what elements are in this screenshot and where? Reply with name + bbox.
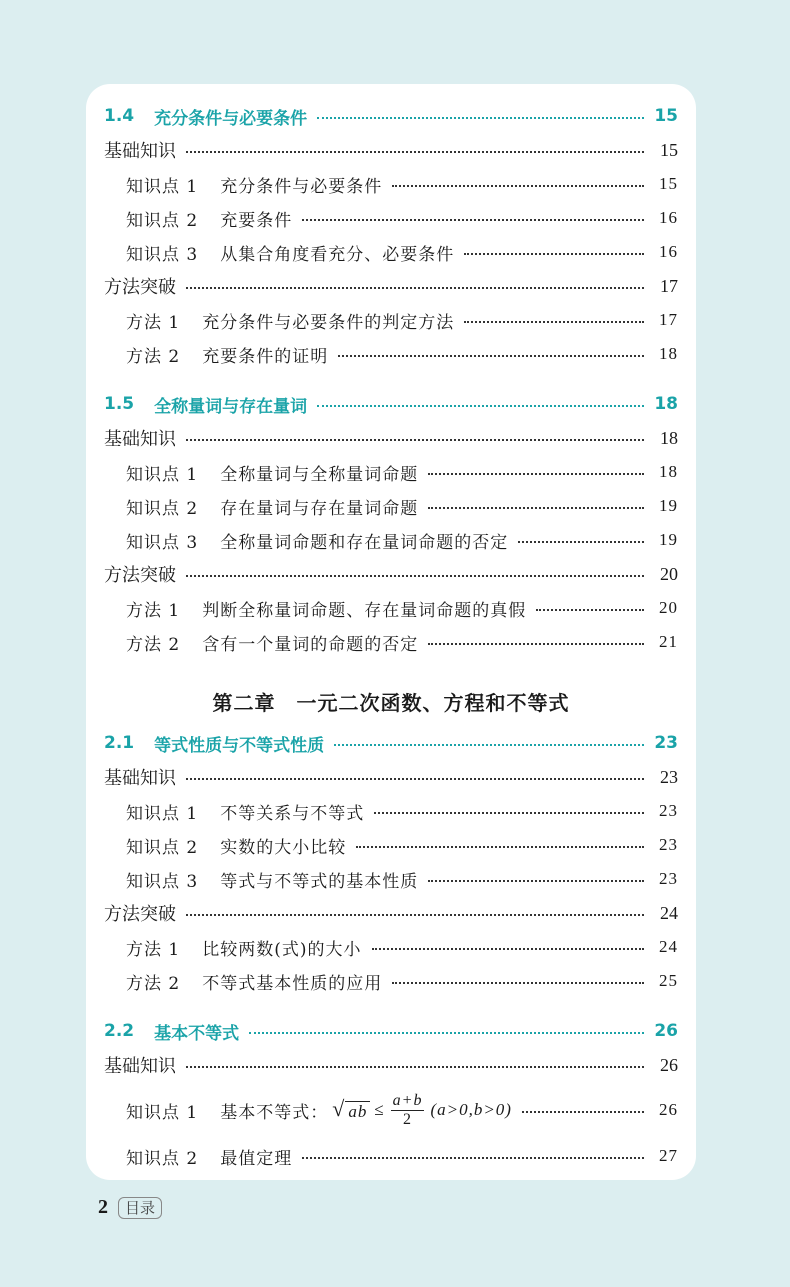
toc-label: 基础知识	[104, 768, 176, 789]
toc-page: 19	[659, 530, 678, 549]
toc-page: 26	[660, 1054, 678, 1075]
toc-item[interactable]	[126, 491, 678, 521]
toc-page: 24	[659, 937, 678, 956]
toc-label: 基本不等式	[154, 1023, 240, 1044]
toc-num: 1.5	[104, 394, 135, 414]
toc-card	[86, 84, 696, 1180]
toc-item[interactable]	[126, 1091, 678, 1129]
toc-label: 全称量词命题和存在量词命题的否定	[220, 532, 509, 553]
leader-dots	[522, 1111, 644, 1113]
toc-num: 知识点 3	[126, 871, 199, 892]
leader-dots	[428, 880, 644, 882]
toc-section-1-5[interactable]	[104, 389, 678, 419]
toc-label: 判断全称量词命题、存在量词命题的真假	[202, 600, 527, 621]
toc-page: 27	[659, 1146, 678, 1165]
toc-num: 方法 2	[126, 346, 181, 367]
toc-item[interactable]	[126, 593, 678, 623]
toc-label: 等式性质与不等式性质	[154, 735, 325, 756]
toc-heading[interactable]	[104, 762, 678, 792]
leader-dots	[186, 778, 644, 780]
toc-page: 18	[660, 427, 678, 448]
toc-label: 全称量词与全称量词命题	[220, 464, 419, 485]
toc-label: 从集合角度看充分、必要条件	[220, 244, 455, 265]
toc-num: 知识点 2	[126, 498, 199, 519]
toc-page: 15	[654, 106, 678, 126]
toc-label: 存在量词与存在量词命题	[220, 498, 419, 519]
toc-item[interactable]	[126, 305, 678, 335]
leader-dots	[186, 575, 644, 577]
toc-page: 15	[660, 139, 678, 160]
fraction	[391, 1092, 425, 1129]
page-number: 2	[98, 1196, 108, 1218]
leader-dots	[302, 219, 644, 221]
toc-page: 25	[659, 971, 678, 990]
toc-num: 方法 1	[126, 939, 181, 960]
toc-label: 基础知识	[104, 429, 176, 450]
toc-num: 知识点 1	[126, 1102, 199, 1123]
toc-num: 知识点 2	[126, 1148, 199, 1169]
toc-num: 知识点 1	[126, 176, 199, 197]
toc-page: 18	[659, 462, 678, 481]
basic-inequality-formula	[328, 1092, 512, 1129]
toc-page: 18	[654, 394, 678, 414]
toc-label: 最值定理	[220, 1148, 293, 1169]
toc-page: 23	[659, 801, 678, 820]
toc-page: 23	[654, 733, 678, 753]
leader-dots	[464, 253, 644, 255]
toc-label: 实数的大小比较	[220, 837, 347, 858]
toc-label: 基础知识	[104, 1056, 176, 1077]
leader-dots	[186, 439, 644, 441]
toc-heading[interactable]	[104, 423, 678, 453]
toc-label: 不等关系与不等式	[220, 803, 365, 824]
toc-page: 23	[659, 869, 678, 888]
toc-label: 比较两数(式)的大小	[202, 939, 362, 960]
toc-item[interactable]	[126, 203, 678, 233]
toc-item[interactable]	[126, 339, 678, 369]
toc-label: 充要条件的证明	[202, 346, 329, 367]
toc-page: 17	[660, 275, 678, 296]
toc-page: 18	[659, 344, 678, 363]
leader-dots	[186, 1066, 644, 1068]
toc-item[interactable]	[126, 1141, 678, 1171]
leader-dots	[428, 473, 644, 475]
leader-dots	[392, 982, 644, 984]
toc-num: 2.2	[104, 1021, 135, 1041]
toc-label: 基础知识	[104, 141, 176, 162]
toc-num: 知识点 2	[126, 837, 199, 858]
sqrt-symbol: √ ab	[332, 1098, 370, 1122]
toc-label: 基本不等式：	[220, 1102, 329, 1123]
toc-page: 17	[659, 310, 678, 329]
leader-dots	[428, 643, 644, 645]
relation-symbol: ≤	[374, 1100, 385, 1119]
toc-label: 全称量词与存在量词	[154, 396, 308, 417]
toc-num: 方法 2	[126, 973, 181, 994]
leader-dots	[186, 287, 644, 289]
toc-label: 不等式基本性质的应用	[202, 973, 383, 994]
formula-condition: (a>0,b>0)	[430, 1100, 512, 1119]
toc-page: 15	[659, 174, 678, 193]
leader-dots	[374, 812, 644, 814]
leader-dots	[249, 1032, 644, 1034]
toc-item[interactable]	[126, 627, 678, 657]
toc-page: 20	[659, 598, 678, 617]
toc-num: 方法 1	[126, 312, 181, 333]
toc-item[interactable]	[126, 457, 678, 487]
toc-num: 知识点 2	[126, 210, 199, 231]
toc-heading[interactable]	[104, 1050, 678, 1080]
toc-page: 21	[659, 632, 678, 651]
leader-dots	[317, 117, 644, 119]
leader-dots	[464, 321, 644, 323]
leader-dots	[302, 1157, 644, 1159]
toc-label: 方法突破	[104, 565, 176, 586]
toc-item[interactable]	[126, 830, 678, 860]
toc-num: 知识点 3	[126, 532, 199, 553]
toc-item[interactable]	[126, 169, 678, 199]
toc-heading[interactable]	[104, 135, 678, 165]
toc-item[interactable]	[126, 525, 678, 555]
toc-label: 充要条件	[220, 210, 293, 231]
toc-label: 方法突破	[104, 904, 176, 925]
leader-dots	[334, 744, 644, 746]
toc-num: 方法 2	[126, 634, 181, 655]
toc-label: 充分条件与必要条件的判定方法	[202, 312, 455, 333]
toc-page: 23	[659, 835, 678, 854]
toc-page: 24	[660, 902, 678, 923]
toc-heading[interactable]	[104, 271, 678, 301]
fraction-numerator: a+b	[392, 1091, 423, 1109]
radicand: ab	[345, 1101, 370, 1122]
toc-page: 26	[659, 1100, 678, 1119]
toc-page: 26	[654, 1021, 678, 1041]
leader-dots	[356, 846, 644, 848]
toc-page: 19	[659, 496, 678, 515]
fraction-denominator: 2	[403, 1110, 413, 1128]
toc-label: 含有一个量词的命题的否定	[202, 634, 419, 655]
leader-dots	[372, 948, 645, 950]
leader-dots	[186, 914, 644, 916]
chapter-title: 第二章 一元二次函数、方程和不等式	[212, 691, 570, 715]
toc-page: 16	[659, 242, 678, 261]
leader-dots	[536, 609, 644, 611]
toc-item[interactable]	[126, 237, 678, 267]
toc-num: 知识点 3	[126, 244, 199, 265]
leader-dots	[338, 355, 644, 357]
toc-num: 1.4	[104, 106, 135, 126]
toc-item[interactable]	[126, 966, 678, 996]
toc-section-1-4[interactable]	[104, 101, 678, 131]
toc-tag: 目录	[118, 1197, 162, 1219]
toc-page: 16	[659, 208, 678, 227]
toc-page: 20	[660, 563, 678, 584]
toc-page: 23	[660, 766, 678, 787]
toc-heading[interactable]	[104, 559, 678, 589]
toc-label: 等式与不等式的基本性质	[220, 871, 419, 892]
toc-label: 充分条件与必要条件	[154, 108, 308, 129]
page-footer	[98, 1196, 162, 1219]
leader-dots	[392, 185, 644, 187]
toc-item[interactable]	[126, 864, 678, 894]
toc-item[interactable]	[126, 796, 678, 826]
leader-dots	[317, 405, 644, 407]
toc-num: 方法 1	[126, 600, 181, 621]
toc-section-2-2[interactable]	[104, 1016, 678, 1046]
toc-num: 知识点 1	[126, 803, 199, 824]
toc-num: 知识点 1	[126, 464, 199, 485]
toc-num: 2.1	[104, 733, 135, 753]
toc-item[interactable]	[126, 932, 678, 962]
leader-dots	[428, 507, 644, 509]
toc-label: 方法突破	[104, 277, 176, 298]
leader-dots	[518, 541, 644, 543]
toc-section-2-1[interactable]	[104, 728, 678, 758]
toc-label: 充分条件与必要条件	[220, 176, 383, 197]
leader-dots	[186, 151, 644, 153]
toc-heading[interactable]	[104, 898, 678, 928]
